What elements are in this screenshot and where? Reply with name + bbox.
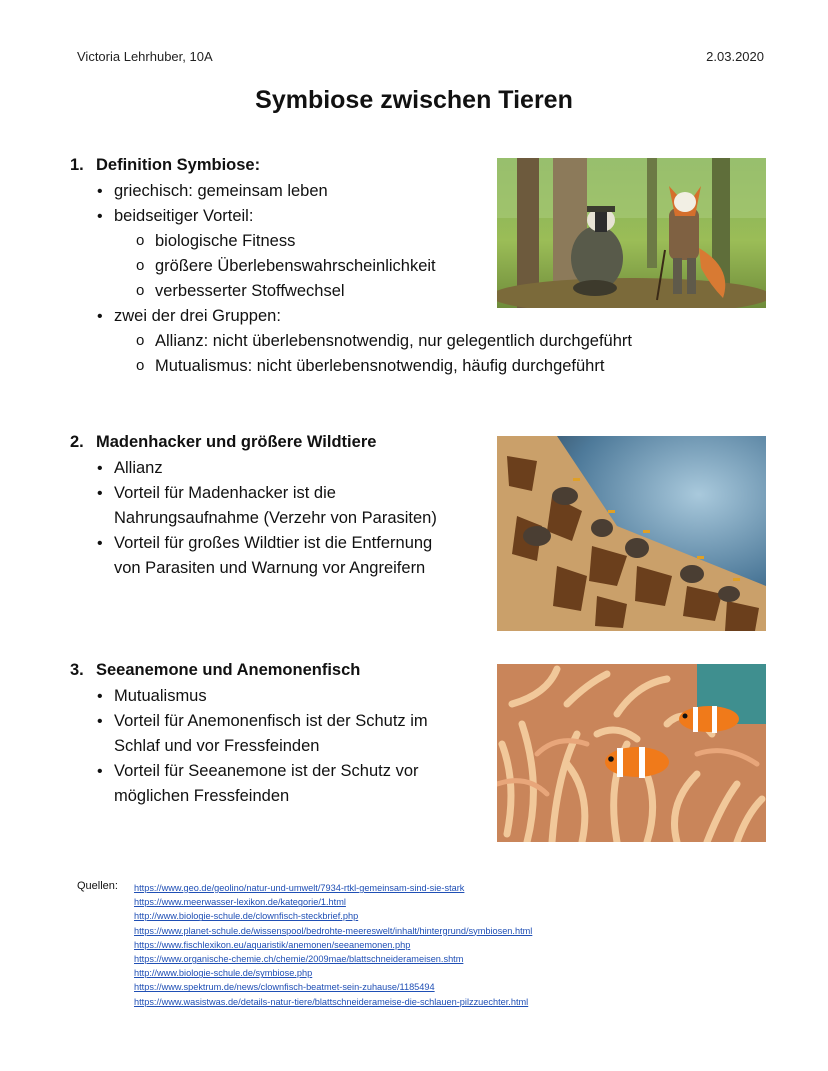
sub-list-item: o verbesserter Stoffwechsel <box>136 279 632 304</box>
list-item: • Allianz <box>94 456 437 481</box>
section-number: 3. <box>70 661 84 679</box>
sub-list-item: o größere Überlebenswahrscheinlichkeit <box>136 254 632 279</box>
section-clownfish <box>70 658 428 809</box>
section-number: 1. <box>70 156 84 174</box>
source-link[interactable]: https://www.geo.de/geolino/natur-und-umwelt/7934-rtkl-gemeinsam-sind-sie-stark <box>134 883 465 893</box>
list-item: • Mutualismus <box>94 684 428 709</box>
section-title: Madenhacker und größere Wildtiere <box>96 433 377 451</box>
list-item-text: Vorteil für großes Wildtier ist die Entfernung <box>114 534 433 552</box>
list-item <box>94 759 428 809</box>
sub-list-item: o Allianz: nicht überlebensnotwendig, nur gelegentlich durchgeführt <box>136 329 632 354</box>
source-link[interactable]: https://www.spektrum.de/news/clownfisch-beatmet-sein-zuhause/1185494 <box>134 982 435 993</box>
sub-list <box>114 329 632 379</box>
sub-list-item: o biologische Fitness <box>136 229 632 254</box>
source-link[interactable]: https://www.fischlexikon.eu/aquaristik/anemonen/seeanemonen.php <box>134 939 411 950</box>
list-item <box>94 481 437 531</box>
section-heading <box>70 658 428 683</box>
sources-label: Quellen: <box>77 880 118 892</box>
source-link[interactable]: https://www.wasistwas.de/details-natur-tiere/blattschneiderameise-die-schlauen-pilzzuechter.html <box>134 996 529 1007</box>
section-title: Definition Symbiose: <box>96 156 261 174</box>
list-item-text: zwei der drei Gruppen: <box>114 307 281 325</box>
list-item <box>94 304 632 379</box>
list-item-text: Vorteil für Madenhacker ist die <box>114 484 336 502</box>
list-item-text: Nahrungsaufnahme (Verzehr von Parasiten) <box>114 509 437 527</box>
list-item <box>94 709 428 759</box>
source-link[interactable]: https://www.organische-chemie.ch/chemie/2009mae/blattschneiderameisen.shtm <box>134 954 464 965</box>
list-item-text: Vorteil für Anemonenfisch ist der Schutz im <box>114 712 428 730</box>
oxpeckers-on-giraffe-image <box>497 436 766 631</box>
list-item-text: Schlaf und vor Fressfeinden <box>114 737 320 755</box>
bullet-list <box>70 456 437 581</box>
list-item-text: beidseitiger Vorteil: <box>114 207 254 225</box>
section-title: Seeanemone und Anemonenfisch <box>96 661 361 679</box>
list-item <box>94 531 437 581</box>
source-link[interactable]: https://www.planet-schule.de/wissenspool/bedrohte-meereswelt/inhalt/hintergrund/symbiosen.html <box>134 925 533 936</box>
cartoon-badger-and-fox-image <box>497 158 766 308</box>
source-link[interactable]: http://www.biologie-schule.de/symbiose.php <box>134 968 313 979</box>
section-heading <box>70 430 437 455</box>
list-item-text: möglichen Fressfeinden <box>114 787 290 805</box>
list-item: • griechisch: gemeinsam leben <box>94 179 632 204</box>
bullet-list <box>70 684 428 809</box>
page-title: Symbiose zwischen Tieren <box>255 86 573 114</box>
list-item-text: Vorteil für Seeanemone ist der Schutz vor <box>114 762 419 780</box>
clownfish-in-anemone-image <box>497 664 766 842</box>
sub-list-item: o Mutualismus: nicht überlebensnotwendig, häufig durchgeführt <box>136 354 632 379</box>
section-oxpecker <box>70 430 437 581</box>
source-link[interactable]: http://www.biologie-schule.de/clownfisch-steckbrief.php <box>134 911 359 922</box>
sources-list <box>134 881 532 1009</box>
author-line: Victoria Lehrhuber, 10A <box>77 49 213 64</box>
source-link[interactable]: https://www.meerwasser-lexikon.de/kategorie/1.html <box>134 897 346 908</box>
list-item-text: von Parasiten und Warnung vor Angreifern <box>114 559 426 577</box>
date: 2.03.2020 <box>706 49 764 64</box>
section-number: 2. <box>70 433 84 451</box>
